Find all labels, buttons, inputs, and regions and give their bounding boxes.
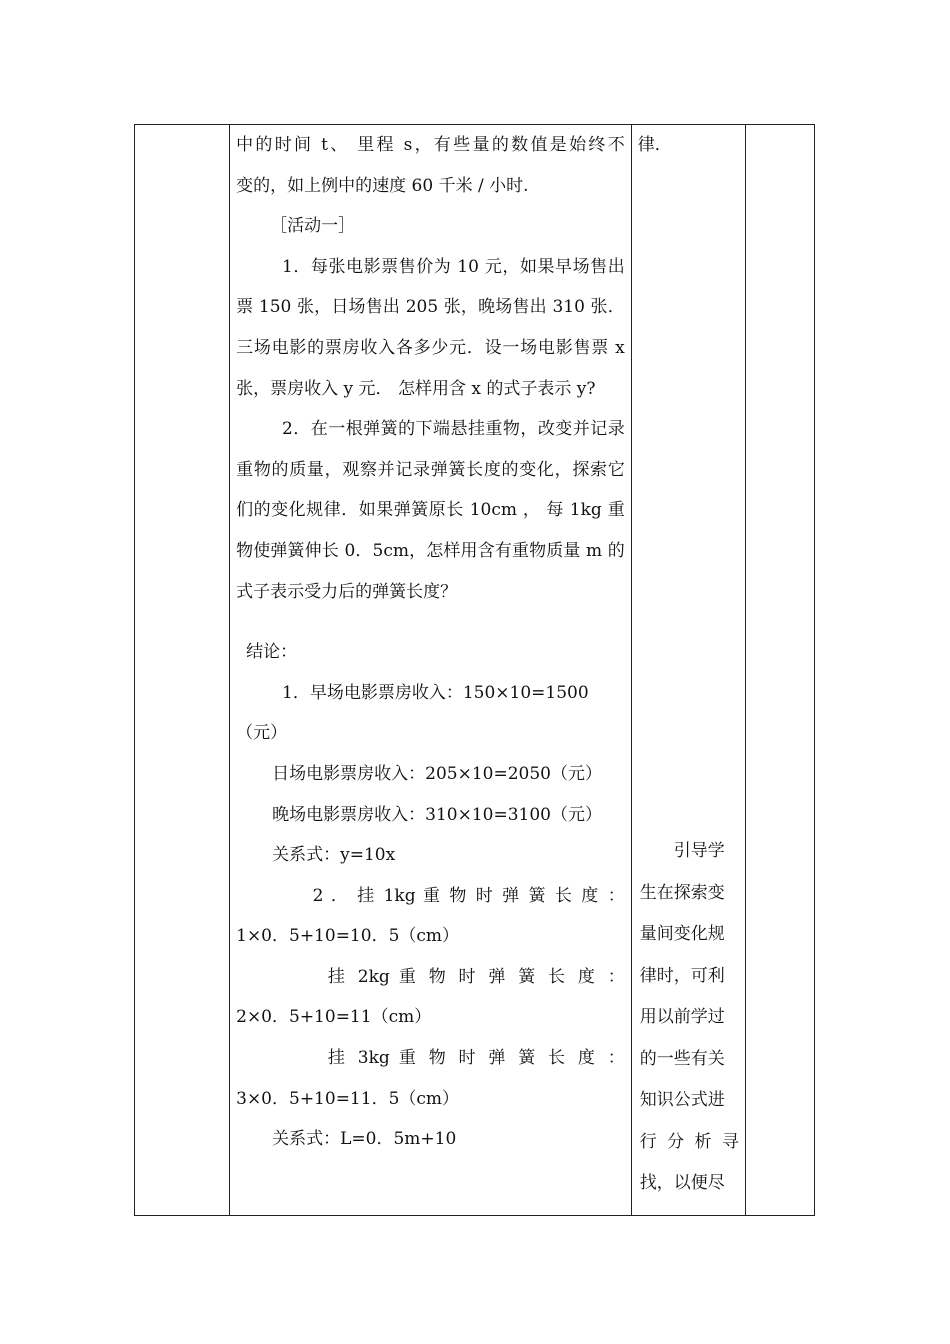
conclusion-1-relation: 关系式：y=10x [272,845,396,866]
conclusion-1-evening: 晚场电影票房收入：310×10=3100（元） [272,804,602,825]
design-intent-cell [631,125,745,1216]
conclusion-2-1kg-tail: 1×0．5+10=10．5（cm） [236,926,460,947]
guide-line: 律时，可利 [639,965,725,986]
teaching-content [230,125,631,1160]
conclusion-2-3kg-head: 挂 3kg 重 物 时 弹 簧 长 度 ： [327,1048,625,1069]
content-line: 中的时间 t、 里程 s，有些量的数值是始终不 [236,135,625,155]
guide-line: 引导学 [673,841,725,861]
conclusion-2-2kg-tail: 2×0．5+10=11（cm） [236,1007,432,1028]
lesson-plan-table [134,124,815,1216]
design-intent-top: 律． [637,135,672,155]
design-intent-guide [640,831,739,1205]
blank-right-cell [745,125,814,1216]
conclusion-2-3kg-tail: 3×0．5+10=11．5（cm） [236,1088,460,1109]
activity-item-1: 1．每张电影票售价为 10 元，如果早场售出票 150 张，日场售出 205 张，晚场售出 310 张．三场电影的票房收入各多少元．设一场电影售票 x 张，票房收入 y 元． 怎样用含 x 的式子表示 y? [236,256,625,399]
guide-line: 找，以便尽 [639,1173,725,1193]
conclusion-2-relation: 关系式：L=0．5m+10 [272,1129,457,1150]
table-row [135,125,815,1216]
conclusion-1-day: 日场电影票房收入：205×10=2050（元） [272,763,602,784]
activity-title: ［活动一］ [270,216,356,237]
guide-line: 生在探索变 [639,882,725,903]
conclusion-label: 结论： [246,642,298,663]
guide-line: 知识公式进 [639,1090,725,1110]
spacer [236,612,625,632]
guide-line: 行 分 析 寻 [639,1131,739,1152]
conclusion-2-2kg-head: 挂 2kg 重 物 时 弹 簧 长 度 ： [327,966,625,987]
conclusion-2-1kg-head: 2 ． 挂 1kg 重 物 时 弹 簧 长 度 ： [312,885,625,906]
teaching-content-cell [230,125,632,1216]
guide-line: 量间变化规 [639,924,725,944]
blank-left-cell [135,125,230,1216]
guide-line: 的一些有关 [639,1048,725,1069]
guide-line: 用以前学过 [639,1007,725,1027]
content-line: 变的，如上例中的速度 60 千米 / 小时. [236,175,529,196]
conclusion-1-morning: 1．早场电影票房收入：150×10=1500（元） [236,682,589,744]
activity-item-2: 2．在一根弹簧的下端悬挂重物，改变并记录重物的质量，观察并记录弹簧长度的变化，探索它们的变化规律．如果弹簧原长 10cm ， 每 1kg 重物使弹簧伸长 0．5cm，怎样用含有重物质量 m 的式子表示受力后的弹簧长度？ [236,419,625,602]
